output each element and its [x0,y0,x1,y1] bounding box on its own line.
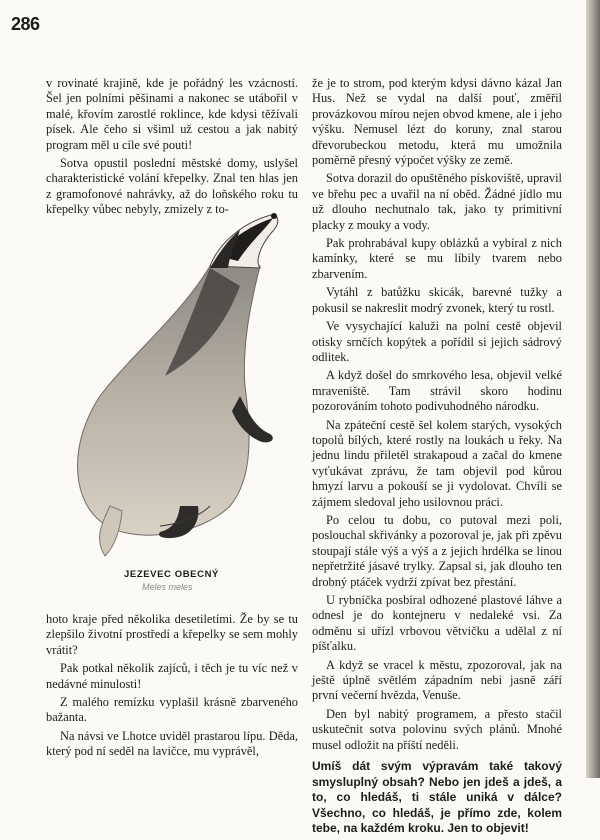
left-column-bottom [46,612,298,763]
paragraph: v rovinaté krajině, kde je pořádný les vzácností. Šel jen polními pěšinami a nakonec se utábořil v malé, křovím zarostlé roklince, kde kdysi těžívali písek. Ale čeho si všiml už cestou a jak nabitý program měl u cíle své pouti! [46,76,298,152]
paragraph: že je to strom, pod kterým kdysi dávno kázal Jan Hus. Než se vydal na další pouť, změřil provázkovou mírou nejen obvod kmene, ale i jeho výšku. Nemusel lézt do koruny, znal starou dřevorubeckou metodu, která mu umožnila poměrně přesný výpočet výšky ze země. [312,76,562,168]
paragraph: Na zpáteční cestě šel kolem starých, vysokých topolů bílých, které rostly na loukách u řeky. Na jednu lindu přiletěl strakapoud a začal do kmene vyťukávat zprávu, že tam objevil pod kůrou hmyzí larvu a pokouší se ji vydolovat. Chvíli se zájmem sledoval jeho usilovnou práci. [312,417,562,509]
paragraph: Pak potkal několik zajíců, i těch je tu víc než v nedávné minulosti! [46,661,298,691]
paragraph: A když se vracel k městu, zpozoroval, jak na ještě úplně světlém západním nebi jasně září první večerní hvězda, Venuše. [312,657,562,703]
paragraph: Sotva opustil poslední městské domy, uslyšel charakteristické volání křepelky. Znal ten hlas jen z gramofonové nahrávky, až do loňského roku tu křepelky vůbec nebyly, zmizely z to- [46,156,298,217]
paragraph: U rybníčka posbíral odhozené plastové láhve a odnesl je do kontejneru v nedaleké vsi. Za odměnu si uřízl vrbovou větvičku a udělal z ní píšťalku. [312,593,562,654]
figure-caption-latin: Meles meles [142,582,193,592]
paragraph: Na návsi ve Lhotce uviděl prastarou lípu. Děda, který pod ní seděl na lavičce, mu vyprávěl, [46,728,298,759]
page-edge-shadow [586,0,600,778]
figure-caption-title: JEZEVEC OBECNÝ [124,569,219,580]
paragraph: Po celou tu dobu, co putoval mezi poli, poslouchal skřivánky a pozoroval je, jak při zpěvu stoupají stále výš a výš a z jejich hrdélka se linou nepřetržité jásavé trylky. Zapsal si, jak dlouho ten drobný ptáček vydrží zpívat bez přestání. [312,512,562,589]
paragraph: Z malého remízku vyplašil krásně zbarveného bažanta. [46,695,298,725]
badger-illustration [60,206,290,566]
left-column-top [46,76,298,221]
paragraph: A když došel do smrkového lesa, objevil velké mraveniště. Tam strávil skoro hodinu pozorováním tohoto podivuhodného národku. [312,368,562,414]
badger-drawing [60,206,290,566]
closing-bold-paragraph: Umíš dát svým výpravám také takový smysluplný obsah? Nebo jen jdeš a jdeš, a to, co hledáš, ti stále uniká v dálce? Všechno, co hledáš, je přímo zde, kolem tebe, na každém kroku. Jen to objevit! [312,759,562,836]
paragraph: Den byl nabitý programem, a přesto stačil uskutečnit sotva polovinu svých plánů. Mnohé musel odložit na příští neděli. [312,706,562,752]
paragraph: Ve vysychající kaluži na polní cestě objevil otisky srnčích kopýtek a pořídil si jejich sádrový odlitek. [312,319,562,364]
page-number: 286 [11,14,40,34]
right-column [312,76,562,840]
paragraph: Pak prohrabával kupy oblázků a vybíral z nich kamínky, které se mu líbily tvarem nebo zbarvením. [312,236,562,281]
paragraph: Sotva dorazil do opuštěného pískoviště, upravil ve břehu pec a uvařil na ní oběd. Žádné jídlo mu už dlouho nechutnalo tak, jako ty primitivní placky z mouky a vody. [312,171,562,232]
paragraph: hoto kraje před několika desetiletími. Že by se tu zlepšilo životní prostředí a křepelky se sem mohly vrátit? [46,612,298,657]
paragraph: Vytáhl z batůžku skicák, barevné tužky a pokusil se nakreslit modrý zvonek, který tu rostl. [312,285,562,315]
